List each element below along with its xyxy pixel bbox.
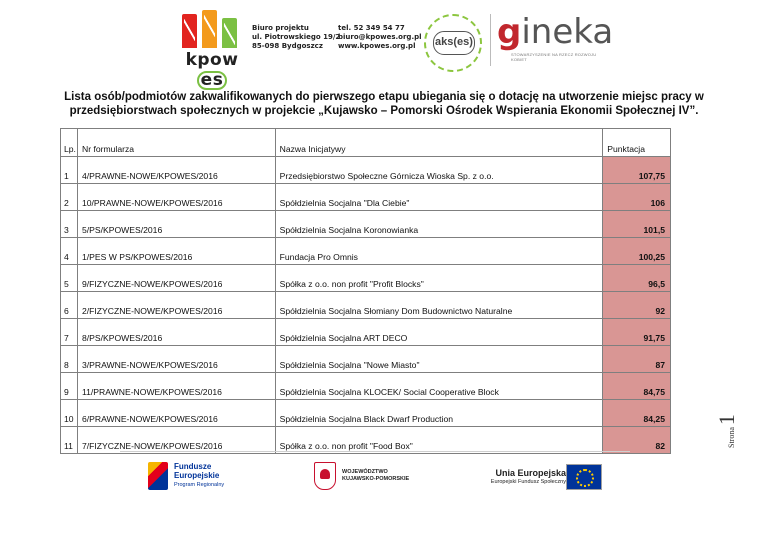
project-office-contact: tel. 52 349 54 77 biuro@kpowes.org.pl www.kpowes.org.pl bbox=[338, 24, 422, 50]
row-form-number: 3/PRAWNE-NOWE/KPOWES/2016 bbox=[77, 346, 275, 373]
gineka-logo: gineka STOWARZYSZENIE NA RZECZ ROZWOJU KOBIET bbox=[497, 12, 614, 62]
row-lp: 5 bbox=[61, 265, 78, 292]
project-office-address: Biuro projektu ul. Piotrowskiego 19/2 85-098 Bydgoszcz bbox=[252, 24, 341, 50]
table-row bbox=[61, 238, 671, 265]
table-row bbox=[61, 292, 671, 319]
qualified-entities-table bbox=[60, 128, 671, 454]
fe-star-icon bbox=[148, 462, 168, 490]
header-lp: Lp. bbox=[61, 129, 78, 157]
row-form-number: 8/PS/KPOWES/2016 bbox=[77, 319, 275, 346]
document-title bbox=[40, 90, 728, 118]
akses-logo: aks(es) bbox=[424, 14, 482, 72]
table-row bbox=[61, 184, 671, 211]
row-form-number: 9/FIZYCZNE-NOWE/KPOWES/2016 bbox=[77, 265, 275, 292]
row-lp: 7 bbox=[61, 319, 78, 346]
row-initiative-name: Spółdzielnia Socjalna KLOCEK/ Social Cooperative Block bbox=[275, 373, 603, 400]
coat-of-arms-icon bbox=[314, 462, 336, 490]
row-form-number: 7/FIZYCZNE-NOWE/KPOWES/2016 bbox=[77, 427, 275, 454]
title-line-1: Lista osób/podmiotów zakwalifikowanych do pierwszego etapu ubiegania się o dotację na utworzenie miejsc pracy w bbox=[64, 91, 704, 103]
row-lp: 9 bbox=[61, 373, 78, 400]
table-row bbox=[61, 265, 671, 292]
row-form-number: 6/PRAWNE-NOWE/KPOWES/2016 bbox=[77, 400, 275, 427]
title-line-2: przedsiębiorstwach społecznych w projekcie „Kujawsko – Pomorski Ośrodek Wspierania Ekonomii Społecznej IV”. bbox=[69, 105, 699, 117]
row-initiative-name: Spółdzielnia Socjalna Koronowianka bbox=[275, 211, 603, 238]
row-initiative-name: Spółka z o.o. non profit "Food Box" bbox=[275, 427, 603, 454]
row-points: 91,75 bbox=[603, 319, 671, 346]
row-points: 107,75 bbox=[603, 157, 671, 184]
row-points: 106 bbox=[603, 184, 671, 211]
page-number-mark: Strona1 bbox=[714, 414, 739, 448]
row-initiative-name: Spółdzielnia Socjalna Słomiany Dom Budownictwo Naturalne bbox=[275, 292, 603, 319]
header-divider bbox=[490, 14, 491, 66]
row-initiative-name: Fundacja Pro Omnis bbox=[275, 238, 603, 265]
row-form-number: 5/PS/KPOWES/2016 bbox=[77, 211, 275, 238]
table-header-row bbox=[61, 129, 671, 157]
table-row bbox=[61, 373, 671, 400]
table-row bbox=[61, 319, 671, 346]
row-points: 84,25 bbox=[603, 400, 671, 427]
row-points: 87 bbox=[603, 346, 671, 373]
fundusze-europejskie-logo: Fundusze Europejskie Program Regionalny bbox=[148, 460, 248, 496]
row-points: 100,25 bbox=[603, 238, 671, 265]
kujawsko-pomorskie-logo: WOJEWÓDZTWO KUJAWSKO-POMORSKIE bbox=[314, 462, 414, 492]
row-form-number: 10/PRAWNE-NOWE/KPOWES/2016 bbox=[77, 184, 275, 211]
table-row bbox=[61, 427, 671, 454]
eu-flag-icon bbox=[566, 464, 602, 490]
footer-divider bbox=[120, 451, 630, 452]
table-row bbox=[61, 211, 671, 238]
table-row bbox=[61, 400, 671, 427]
row-points: 96,5 bbox=[603, 265, 671, 292]
row-initiative-name: Spółdzielnia Socjalna "Dla Ciebie" bbox=[275, 184, 603, 211]
row-points: 84,75 bbox=[603, 373, 671, 400]
row-lp: 1 bbox=[61, 157, 78, 184]
row-initiative-name: Przedsiębiorstwo Społeczne Górnicza Wioska Sp. z o.o. bbox=[275, 157, 603, 184]
row-initiative-name: Spółka z o.o. non profit "Profit Blocks" bbox=[275, 265, 603, 292]
row-lp: 6 bbox=[61, 292, 78, 319]
row-points: 82 bbox=[603, 427, 671, 454]
kpowes-logo bbox=[176, 10, 246, 90]
battery-bars-icon bbox=[182, 10, 238, 48]
header-form-number: Nr formularza bbox=[77, 129, 275, 157]
row-lp: 3 bbox=[61, 211, 78, 238]
row-initiative-name: Spółdzielnia Socjalna ART DECO bbox=[275, 319, 603, 346]
table-row bbox=[61, 157, 671, 184]
eu-logo-text: Unia Europejska Europejski Fundusz Społeczny bbox=[490, 468, 566, 485]
row-points: 92 bbox=[603, 292, 671, 319]
header-initiative-name: Nazwa Inicjatywy bbox=[275, 129, 603, 157]
row-form-number: 11/PRAWNE-NOWE/KPOWES/2016 bbox=[77, 373, 275, 400]
row-lp: 10 bbox=[61, 400, 78, 427]
letterhead bbox=[0, 0, 768, 90]
row-lp: 4 bbox=[61, 238, 78, 265]
kpowes-wordmark: kpowes bbox=[185, 50, 239, 90]
row-lp: 2 bbox=[61, 184, 78, 211]
row-form-number: 1/PES W PS/KPOWES/2016 bbox=[77, 238, 275, 265]
row-initiative-name: Spółdzielnia Socjalna "Nowe Miasto" bbox=[275, 346, 603, 373]
header-points: Punktacja bbox=[603, 129, 671, 157]
table-row bbox=[61, 346, 671, 373]
row-points: 101,5 bbox=[603, 211, 671, 238]
row-lp: 8 bbox=[61, 346, 78, 373]
row-form-number: 2/FIZYCZNE-NOWE/KPOWES/2016 bbox=[77, 292, 275, 319]
row-initiative-name: Spółdzielnia Socjalna Black Dwarf Production bbox=[275, 400, 603, 427]
row-form-number: 4/PRAWNE-NOWE/KPOWES/2016 bbox=[77, 157, 275, 184]
row-lp: 11 bbox=[61, 427, 78, 454]
